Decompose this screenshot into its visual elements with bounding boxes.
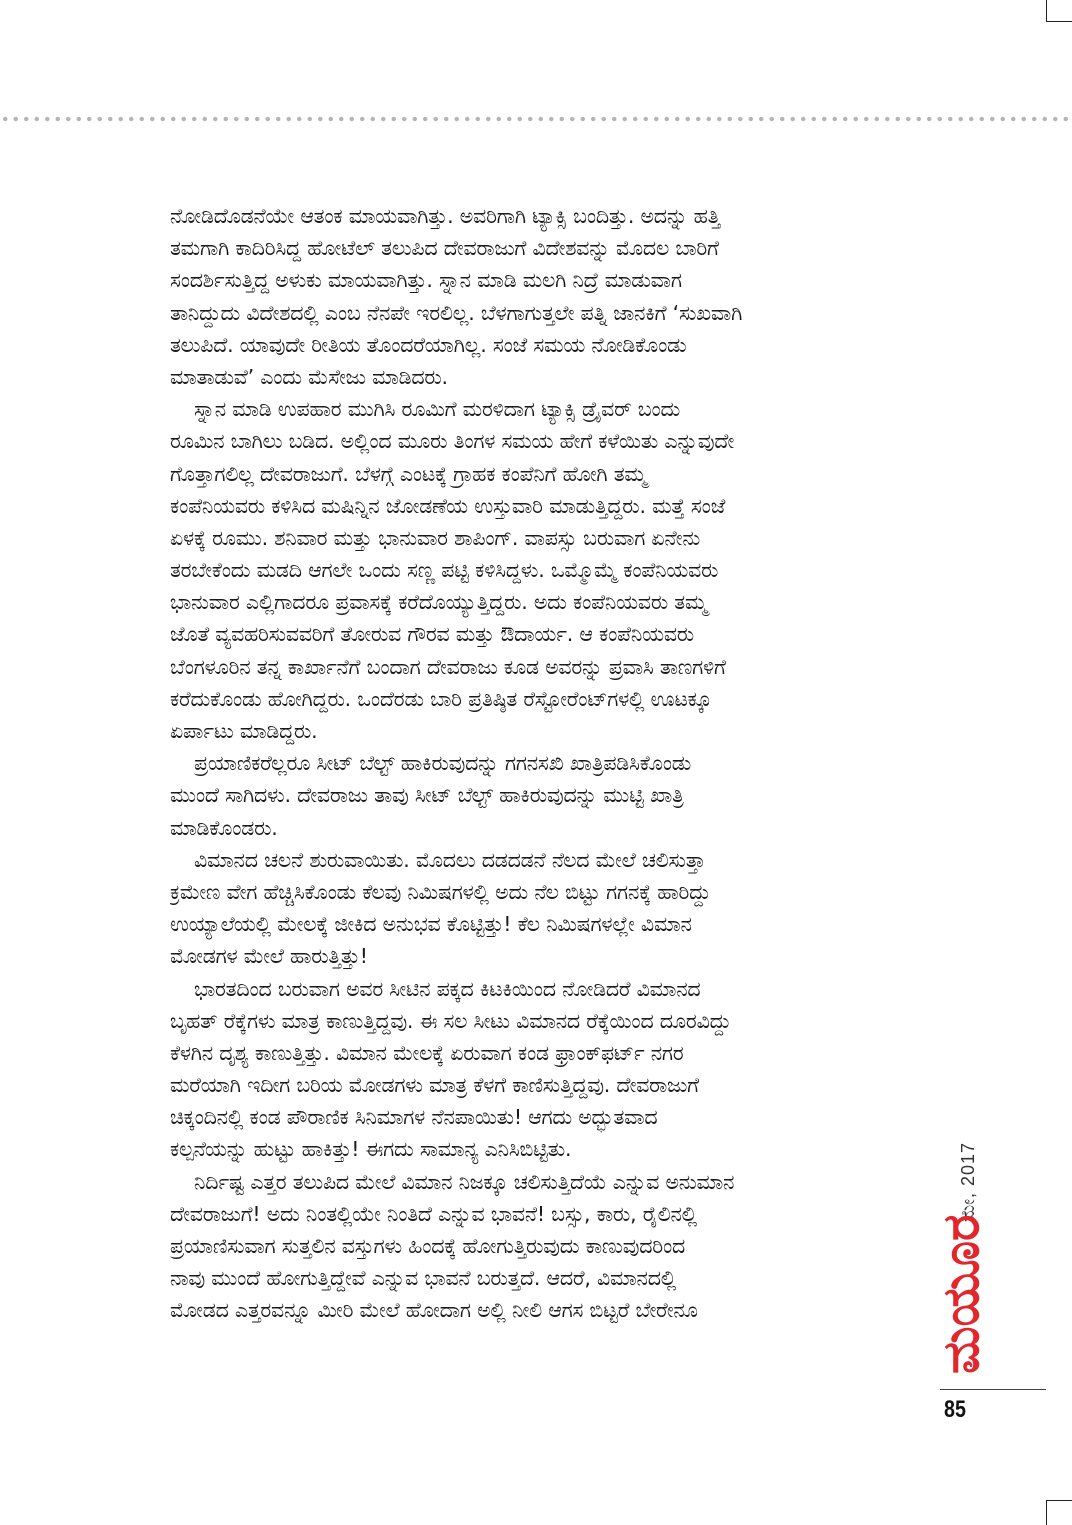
page-number: 85 bbox=[944, 1396, 966, 1423]
text-line: ಉಯ್ಯಾಲೆಯಲ್ಲಿ ಮೇಲಕ್ಕೆ ಜೀಕಿದ ಅನುಭವ ಕೊಟ್ಟಿತ್ತು! ಕೆಲ ನಿಮಿಷಗಳಲ್ಲೇ ವಿಮಾನ bbox=[170, 912, 692, 937]
crop-mark-top bbox=[1046, 0, 1047, 22]
text-line: ಮಾತಾಡುವೆ’ ಎಂದು ಮೆಸೇಜು ಮಾಡಿದರು. bbox=[170, 364, 448, 389]
crop-mark-bottom-horizontal bbox=[1046, 1500, 1072, 1501]
text-line: ತಮಗಾಗಿ ಕಾದಿರಿಸಿದ್ದ ಹೋಟೆಲ್ ತಲುಪಿದ ದೇವರಾಜುಗೆ ವಿದೇಶವನ್ನು ಮೊದಲ ಬಾರಿಗೆ bbox=[170, 236, 719, 261]
text-line: ಬೆಂಗಳೂರಿನ ತನ್ನ ಕಾರ್ಖಾನೆಗೆ ಬಂದಾಗ ದೇವರಾಜು ಕೂಡ ಅವರನ್ನು ಪ್ರವಾಸಿ ತಾಣಗಳಿಗೆ bbox=[170, 654, 726, 679]
page-number-rule bbox=[940, 1389, 1046, 1390]
text-line: ಏಳಕ್ಕೆ ರೂಮು. ಶನಿವಾರ ಮತ್ತು ಭಾನುವಾರ ಶಾಪಿಂಗ್. ವಾಪಸ್ಸು ಬರುವಾಗ ಏನೇನು bbox=[170, 525, 701, 550]
article-body bbox=[170, 200, 922, 1327]
crop-mark-bottom bbox=[1046, 1500, 1047, 1525]
text-line: ಕೆಳಗಿನ ದೃಶ್ಯ ಕಾಣುತ್ತಿತ್ತು. ವಿಮಾನ ಮೇಲಕ್ಕೆ ಏರುವಾಗ ಕಂಡ ಫ್ರಾಂಕ್‌ಫರ್ಟ್ ನಗರ bbox=[170, 1040, 684, 1065]
text-line: ನಿರ್ದಿಷ್ಟ ಎತ್ತರ ತಲುಪಿದ ಮೇಲೆ ವಿಮಾನ ನಿಜಕ್ಕೂ ಚಲಿಸುತ್ತಿದೆಯೆ ಎನ್ನುವ ಅನುಮಾನ bbox=[194, 1169, 735, 1194]
text-line: ಏರ್ಪಾಟು ಮಾಡಿದ್ದರು. bbox=[170, 719, 318, 743]
text-line: ಕರೆದುಕೊಂಡು ಹೋಗಿದ್ದರು. ಒಂದೆರಡು ಬಾರಿ ಪ್ರತಿಷ್ಠಿತ ರೆಸ್ಟೋರೆಂಟ್‌ಗಳಲ್ಲಿ ಊಟಕ್ಕೂ bbox=[170, 686, 712, 711]
paragraph bbox=[170, 747, 922, 844]
text-line: ನಾವು ಮುಂದೆ ಹೋಗುತ್ತಿದ್ದೇವೆ ಎನ್ನುವ ಭಾವನೆ ಬರುತ್ತದೆ. ಆದರೆ, ವಿಮಾನದಲ್ಲಿ bbox=[170, 1266, 677, 1291]
text-line: ತರಬೇಕೆಂದು ಮಡದಿ ಆಗಲೇ ಒಂದು ಸಣ್ಣ ಪಟ್ಟಿ ಕಳಿಸಿದ್ದಳು. ಒಮ್ಮೊಮ್ಮೆ ಕಂಪೆನಿಯವರು bbox=[170, 558, 719, 583]
text-line: ನೋಡಿದೊಡನೆಯೇ ಆತಂಕ ಮಾಯವಾಗಿತ್ತು. ಅವರಿಗಾಗಿ ಟ್ಯಾಕ್ಸಿ ಬಂದಿತ್ತು. ಅದನ್ನು ಹತ್ತಿ bbox=[170, 204, 721, 228]
crop-mark-top-horizontal bbox=[1046, 21, 1072, 22]
issue-date: ಮೇ, 2017 bbox=[958, 1141, 978, 1222]
magazine-logo: ಮಯೂರ bbox=[932, 1214, 990, 1374]
text-line: ರೂಮಿನ ಬಾಗಿಲು ಬಡಿದ. ಅಲ್ಲಿಂದ ಮೂರು ತಿಂಗಳ ಸಮಯ ಹೇಗೆ ಕಳೆಯಿತು ಎನ್ನುವುದೇ bbox=[170, 429, 735, 454]
text-line: ವಿಮಾನದ ಚಲನೆ ಶುರುವಾಯಿತು. ಮೊದಲು ದಡದಡನೆ ನೆಲದ ಮೇಲೆ ಚಲಿಸುತ್ತಾ bbox=[194, 847, 706, 872]
paragraph bbox=[170, 393, 922, 747]
text-line: ತಾನಿದ್ದುದು ವಿದೇಶದಲ್ಲಿ ಎಂಬ ನೆನಪೇ ಇರಲಿಲ್ಲ. ಬೆಳಗಾಗುತ್ತಲೇ ಪತ್ನಿ ಜಾನಕಿಗೆ ‘ಸುಖವಾಗಿ bbox=[170, 300, 743, 325]
text-line: ದೇವರಾಜುಗೆ! ಅದು ನಿಂತಲ್ಲಿಯೇ ನಿಂತಿದೆ ಎನ್ನುವ ಭಾವನೆ! ಬಸ್ಸು, ಕಾರು, ರೈಲಿನಲ್ಲಿ bbox=[170, 1201, 697, 1226]
text-line: ಪ್ರಯಾಣಿಕರೆಲ್ಲರೂ ಸೀಟ್ ಬೆಲ್ಟ್ ಹಾಕಿರುವುದನ್ನು ಗಗನಸಖಿ ಖಾತ್ರಿಪಡಿಸಿಕೊಂಡು bbox=[194, 751, 692, 776]
paragraph bbox=[170, 1166, 922, 1327]
dotted-separator bbox=[0, 116, 1072, 122]
text-line: ಭಾನುವಾರ ಎಲ್ಲಿಗಾದರೂ ಪ್ರವಾಸಕ್ಕೆ ಕರೆದೊಯ್ಯುತ್ತಿದ್ದರು. ಅದು ಕಂಪೆನಿಯವರು ತಮ್ಮ bbox=[170, 590, 708, 615]
text-line: ಮೋಡದ ಎತ್ತರವನ್ನೂ ಮೀರಿ ಮೇಲೆ ಹೋದಾಗ ಅಲ್ಲಿ ನೀಲಿ ಆಗಸ ಬಿಟ್ಟರೆ ಬೇರೇನೂ bbox=[170, 1298, 698, 1323]
text-line: ಪ್ರಯಾಣಿಸುವಾಗ ಸುತ್ತಲಿನ ವಸ್ತುಗಳು ಹಿಂದಕ್ಕೆ ಹೋಗುತ್ತಿರುವುದು ಕಾಣುವುದರಿಂದ bbox=[170, 1234, 686, 1258]
text-line: ಮೋಡಗಳ ಮೇಲೆ ಹಾರುತ್ತಿತ್ತು! bbox=[170, 944, 368, 969]
text-line: ಕ್ರಮೇಣ ವೇಗ ಹೆಚ್ಚಿಸಿಕೊಂಡು ಕೆಲವು ನಿಮಿಷಗಳಲ್ಲಿ ಅದು ನೆಲ ಬಿಟ್ಟು ಗಗನಕ್ಕೆ ಹಾರಿದ್ದು bbox=[170, 879, 711, 904]
text-line: ಸಂದರ್ಶಿಸುತ್ತಿದ್ದ ಅಳುಕು ಮಾಯವಾಗಿತ್ತು. ಸ್ನಾನ ಮಾಡಿ ಮಲಗಿ ನಿದ್ರೆ ಮಾಡುವಾಗ bbox=[170, 268, 682, 293]
text-line: ಚಿಕ್ಕಂದಿನಲ್ಲಿ ಕಂಡ ಪೌರಾಣಿಕ ಸಿನಿಮಾಗಳ ನೆನಪಾಯಿತು! ಆಗದು ಅದ್ಭುತವಾದ bbox=[170, 1105, 658, 1130]
paragraph bbox=[170, 844, 922, 973]
text-line: ಭಾರತದಿಂದ ಬರುವಾಗ ಅವರ ಸೀಟಿನ ಪಕ್ಕದ ಕಿಟಕಿಯಿಂದ ನೋಡಿದರೆ ವಿಮಾನದ bbox=[194, 976, 701, 1001]
text-line: ಗೊತ್ತಾಗಲಿಲ್ಲ ದೇವರಾಜುಗೆ. ಬೆಳಗ್ಗೆ ಎಂಟಕ್ಕೆ ಗ್ರಾಹಕ ಕಂಪೆನಿಗೆ ಹೋಗಿ ತಮ್ಮ bbox=[170, 461, 647, 486]
text-line: ಮುಂದೆ ಸಾಗಿದಳು. ದೇವರಾಜು ತಾವು ಸೀಟ್ ಬೆಲ್ಟ್ ಹಾಕಿರುವುದನ್ನು ಮುಟ್ಟಿ ಖಾತ್ರಿ bbox=[170, 783, 684, 808]
text-line: ಬೃಹತ್ ರೆಕ್ಕೆಗಳು ಮಾತ್ರ ಕಾಣುತ್ತಿದ್ದವು. ಈ ಸಲ ಸೀಟು ವಿಮಾನದ ರೆಕ್ಕೆಯಿಂದ ದೂರವಿದ್ದು bbox=[170, 1008, 732, 1033]
paragraph bbox=[170, 973, 922, 1166]
text-line: ಮಾಡಿಕೊಂಡರು. bbox=[170, 815, 278, 840]
paragraph bbox=[170, 200, 922, 393]
text-line: ಕಂಪೆನಿಯವರು ಕಳಿಸಿದ ಮಷಿನ್ನಿನ ಜೋಡಣೆಯ ಉಸ್ತುವಾರಿ ಮಾಡುತ್ತಿದ್ದರು. ಮತ್ತೆ ಸಂಜೆ bbox=[170, 493, 726, 518]
text-line: ಜೊತೆ ವ್ಯವಹರಿಸುವವರಿಗೆ ತೋರುವ ಗೌರವ ಮತ್ತು ಔದಾರ್ಯ. ಆ ಕಂಪೆನಿಯವರು bbox=[170, 622, 694, 647]
text-line: ಕಲ್ಪನೆಯನ್ನು ಹುಟ್ಟು ಹಾಕಿತ್ತು! ಈಗದು ಸಾಮಾನ್ಯ ಎನಿಸಿಬಿಟ್ಟಿತು. bbox=[170, 1137, 572, 1162]
text-line: ಮರೆಯಾಗಿ ಇದೀಗ ಬರಿಯ ಮೋಡಗಳು ಮಾತ್ರ ಕೆಳಗೆ ಕಾಣಿಸುತ್ತಿದ್ದವು. ದೇವರಾಜುಗೆ bbox=[170, 1073, 699, 1098]
text-line: ಸ್ನಾನ ಮಾಡಿ ಉಪಹಾರ ಮುಗಿಸಿ ರೂಮಿಗೆ ಮರಳಿದಾಗ ಟ್ಯಾಕ್ಸಿ ಡ್ರೈವರ್ ಬಂದು bbox=[194, 397, 681, 422]
text-line: ತಲುಪಿದೆ. ಯಾವುದೇ ರೀತಿಯ ತೊಂದರೆಯಾಗಿಲ್ಲ. ಸಂಜೆ ಸಮಯ ನೋಡಿಕೊಂಡು bbox=[170, 332, 687, 357]
